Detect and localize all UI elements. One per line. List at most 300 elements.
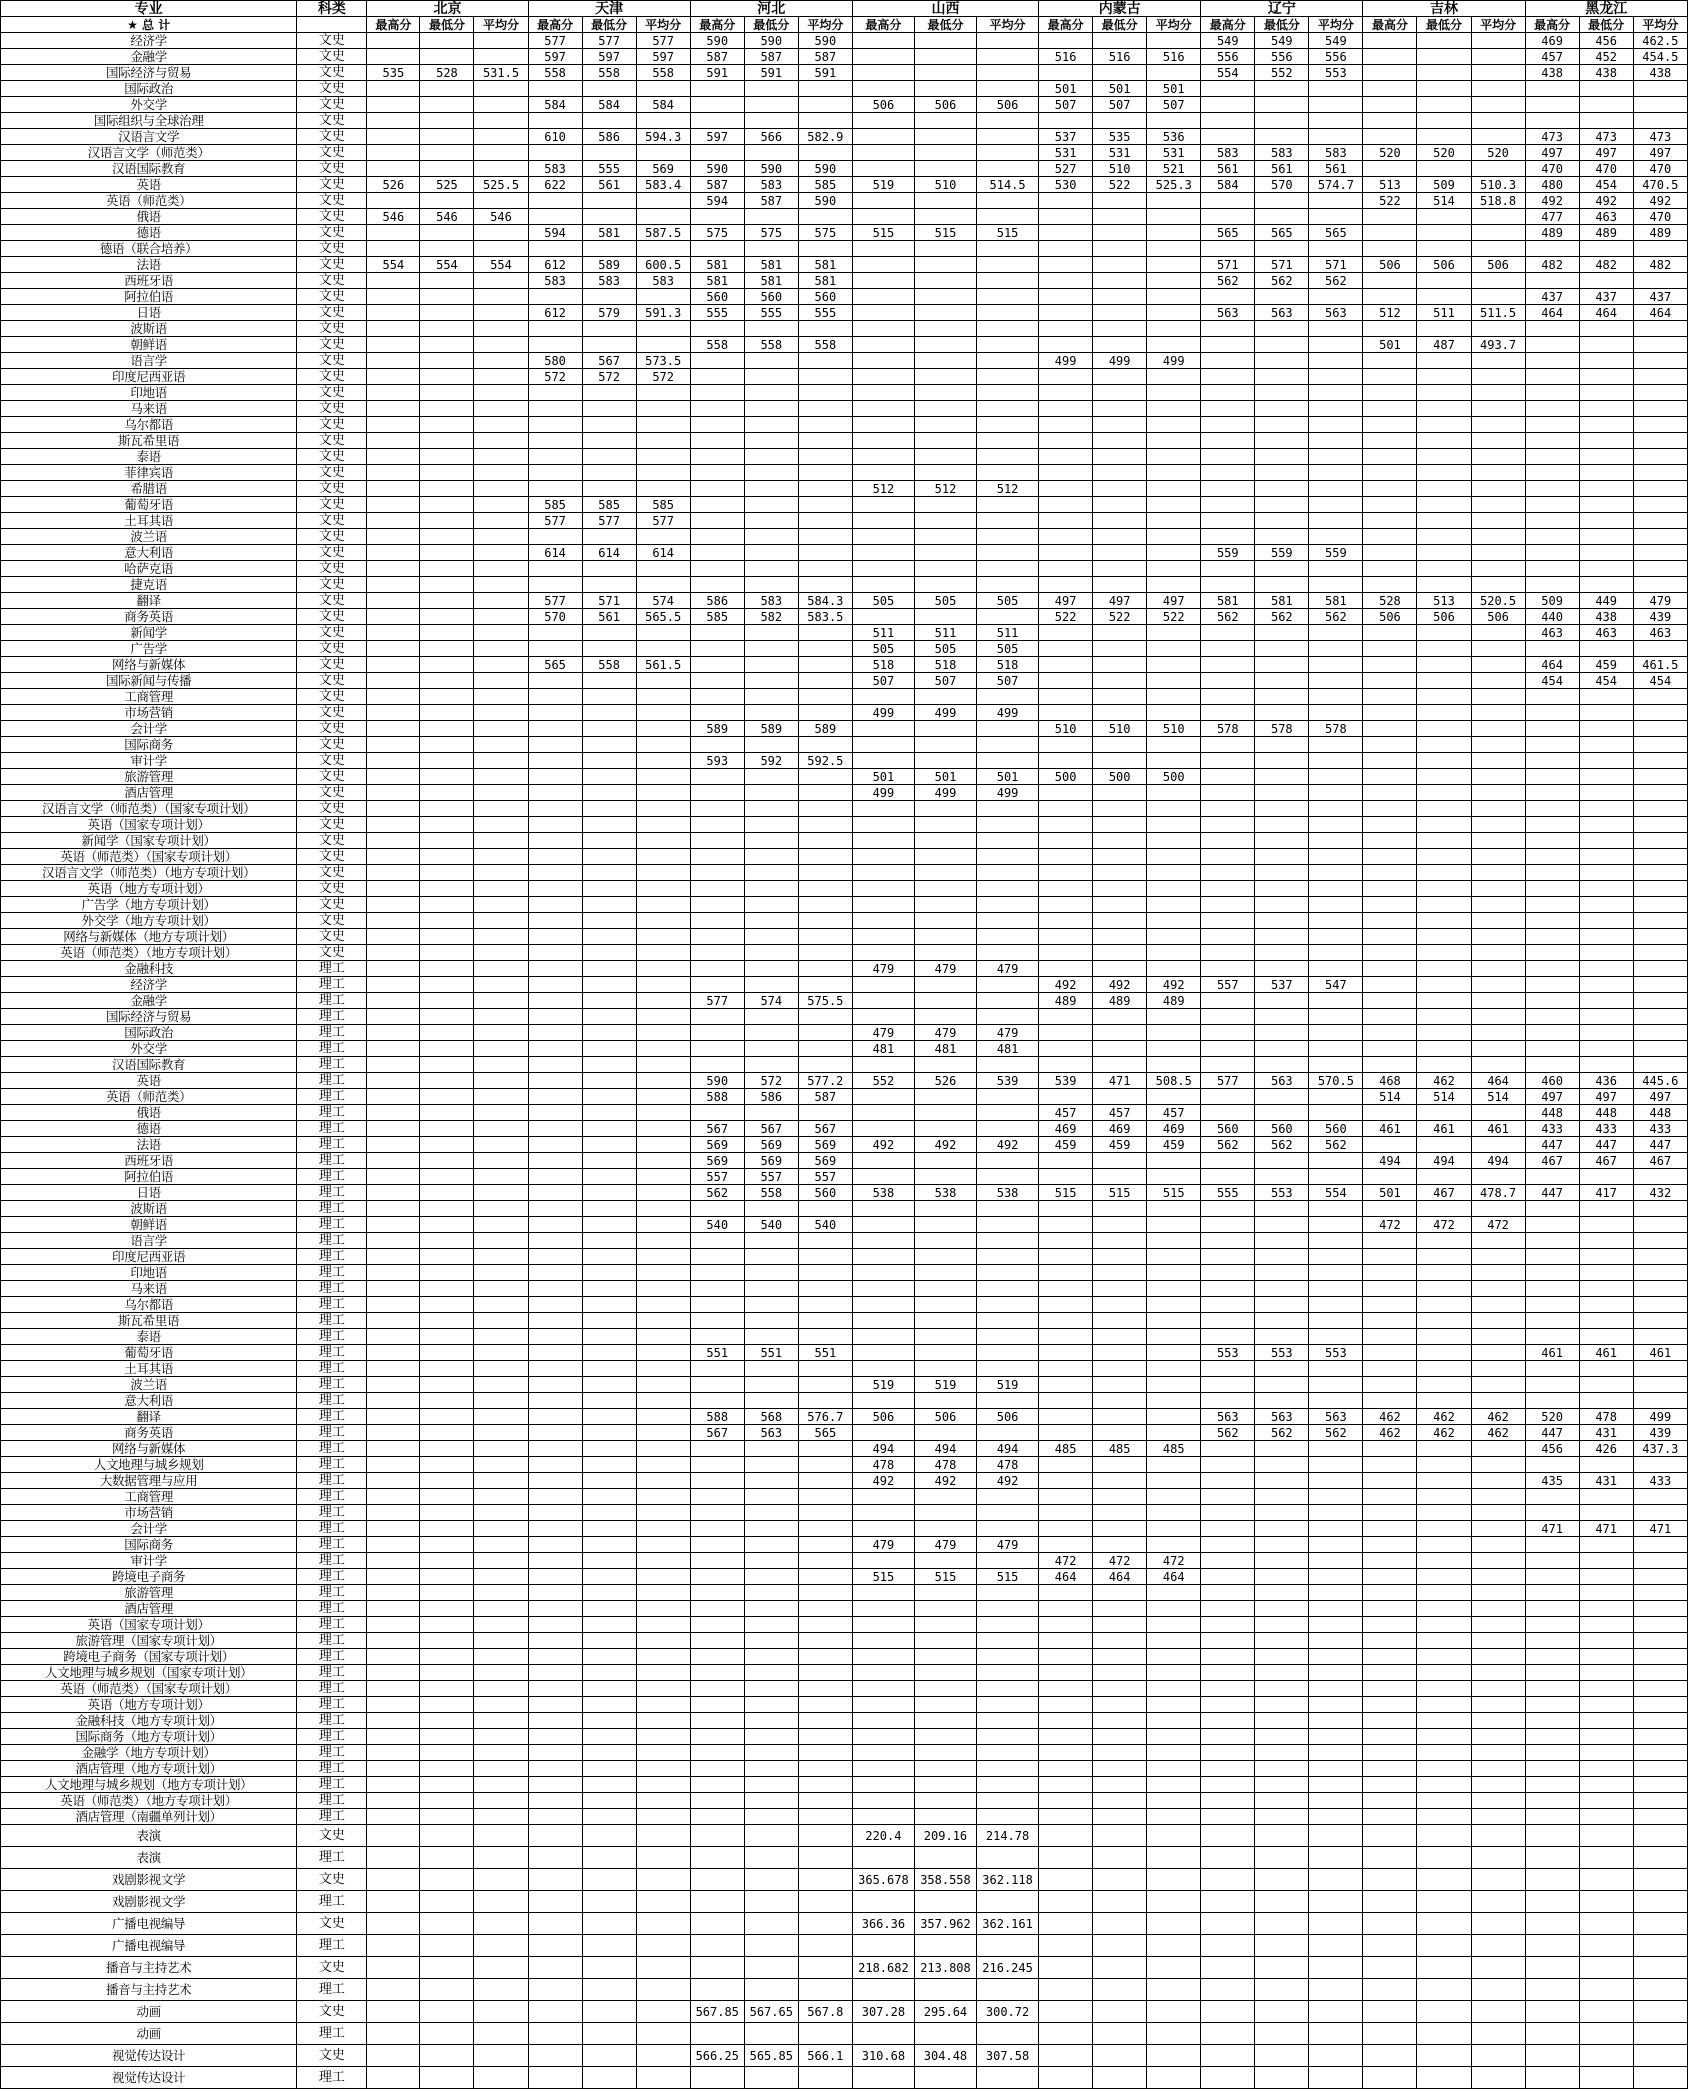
score-cell (852, 49, 914, 65)
score-cell (528, 1361, 582, 1377)
score-cell (367, 1553, 420, 1569)
score-cell (367, 1361, 420, 1377)
score-cell (744, 1057, 798, 1073)
score-cell: 445.6 (1633, 1073, 1687, 1089)
score-cell (852, 385, 914, 401)
score-cell (744, 353, 798, 369)
score-cell (914, 881, 976, 897)
score-cell (1471, 1697, 1525, 1713)
score-cell (1255, 321, 1309, 337)
type-cell: 文史 (297, 481, 367, 497)
table-row (1, 1809, 1688, 1825)
score-cell (1525, 641, 1579, 657)
score-cell (367, 1537, 420, 1553)
score-cell (474, 369, 528, 385)
score-cell (1633, 1489, 1687, 1505)
score-cell (1201, 1537, 1255, 1553)
score-cell (474, 1089, 528, 1105)
score-cell: 448 (1579, 1105, 1633, 1121)
score-cell (1363, 1633, 1417, 1649)
score-cell (914, 689, 976, 705)
score-cell: 597 (582, 49, 636, 65)
type-cell: 文史 (297, 705, 367, 721)
avg-score-header: 平均分 (798, 17, 852, 33)
score-cell (1363, 161, 1417, 177)
score-cell (1417, 65, 1471, 81)
score-cell (1471, 49, 1525, 65)
score-cell (420, 753, 474, 769)
table-row (1, 161, 1688, 177)
score-cell (1309, 1633, 1363, 1649)
score-cell: 485 (1147, 1441, 1201, 1457)
score-cell: 479 (852, 1537, 914, 1553)
score-cell (690, 1553, 744, 1569)
score-cell (1579, 753, 1633, 769)
type-cell: 理工 (297, 1713, 367, 1729)
score-cell: 577.2 (798, 1073, 852, 1089)
score-cell: 555 (1201, 1185, 1255, 1201)
score-cell (1633, 321, 1687, 337)
table-row (1, 1441, 1688, 1457)
score-cell (1417, 417, 1471, 433)
type-cell: 理工 (297, 1585, 367, 1601)
score-cell (1471, 769, 1525, 785)
score-cell (582, 897, 636, 913)
score-cell (474, 225, 528, 241)
score-cell (1309, 1617, 1363, 1633)
score-cell (636, 1281, 690, 1297)
score-cell (852, 1745, 914, 1761)
score-cell (1309, 961, 1363, 977)
score-cell (1471, 385, 1525, 401)
score-cell (1093, 225, 1147, 241)
score-cell (1417, 113, 1471, 129)
score-cell (852, 113, 914, 129)
score-cell (1201, 1935, 1255, 1957)
score-cell (1633, 641, 1687, 657)
score-cell (528, 1681, 582, 1697)
score-cell (1363, 2023, 1417, 2045)
score-cell (1039, 1601, 1093, 1617)
score-cell: 459 (1093, 1137, 1147, 1153)
score-cell (367, 913, 420, 929)
score-cell (420, 2001, 474, 2023)
score-cell (1039, 113, 1093, 129)
major-cell: 乌尔都语 (1, 1297, 297, 1313)
table-row (1, 481, 1688, 497)
score-cell (1255, 1473, 1309, 1489)
score-cell (1363, 321, 1417, 337)
score-cell: 482 (1633, 257, 1687, 273)
score-cell: 492 (914, 1137, 976, 1153)
score-cell (690, 81, 744, 97)
score-cell (852, 945, 914, 961)
score-cell: 558 (528, 65, 582, 81)
score-cell (1147, 849, 1201, 865)
score-cell (1417, 2001, 1471, 2023)
score-cell (1309, 97, 1363, 113)
score-cell (474, 1793, 528, 1809)
score-cell: 494 (1471, 1153, 1525, 1169)
score-cell (1633, 1009, 1687, 1025)
score-cell (977, 545, 1039, 561)
score-cell (367, 1935, 420, 1957)
score-cell (1633, 865, 1687, 881)
score-cell (1201, 417, 1255, 433)
type-cell: 文史 (297, 881, 367, 897)
score-cell (798, 1761, 852, 1777)
score-cell: 535 (1093, 129, 1147, 145)
score-cell: 485 (1093, 1441, 1147, 1457)
type-cell: 文史 (297, 65, 367, 81)
score-cell (1255, 1979, 1309, 2001)
province-header-beijing: 北京 (367, 1, 528, 17)
type-cell: 理工 (297, 1249, 367, 1265)
score-cell (798, 1979, 852, 2001)
score-cell (582, 1935, 636, 1957)
score-cell (798, 673, 852, 689)
score-cell (420, 449, 474, 465)
score-cell (798, 833, 852, 849)
score-cell (914, 81, 976, 97)
score-cell (420, 385, 474, 401)
score-cell: 589 (582, 257, 636, 273)
score-cell (1363, 1201, 1417, 1217)
score-cell (914, 865, 976, 881)
score-cell (1471, 1665, 1525, 1681)
score-cell (744, 81, 798, 97)
score-cell (690, 2023, 744, 2045)
type-cell: 理工 (297, 1681, 367, 1697)
score-cell (420, 433, 474, 449)
score-cell (1633, 1713, 1687, 1729)
score-cell (1039, 241, 1093, 257)
score-cell (690, 625, 744, 641)
score-cell (528, 673, 582, 689)
score-cell (1633, 1745, 1687, 1761)
score-cell: 426 (1579, 1441, 1633, 1457)
score-cell (1363, 881, 1417, 897)
score-cell (420, 353, 474, 369)
score-cell (474, 1425, 528, 1441)
score-cell: 558 (690, 337, 744, 353)
score-cell (474, 945, 528, 961)
type-cell: 文史 (297, 321, 367, 337)
score-cell (914, 737, 976, 753)
type-cell: 文史 (297, 177, 367, 193)
score-cell (1633, 1825, 1687, 1847)
score-cell (1363, 1569, 1417, 1585)
score-cell (474, 1935, 528, 1957)
score-cell (914, 2023, 976, 2045)
score-cell: 481 (852, 1041, 914, 1057)
score-cell (1309, 1153, 1363, 1169)
score-cell (1309, 865, 1363, 881)
major-cell: 金融学 (1, 993, 297, 1009)
score-cell (1633, 401, 1687, 417)
score-cell (1039, 1201, 1093, 1217)
score-cell (582, 561, 636, 577)
score-cell (636, 689, 690, 705)
score-cell (852, 1601, 914, 1617)
score-cell (1417, 1793, 1471, 1809)
score-cell: 559 (1309, 545, 1363, 561)
score-cell (367, 833, 420, 849)
score-cell: 565.85 (744, 2045, 798, 2067)
score-cell (1201, 705, 1255, 721)
score-cell (914, 929, 976, 945)
score-cell (852, 993, 914, 1009)
score-cell (367, 49, 420, 65)
major-cell: 阿拉伯语 (1, 289, 297, 305)
score-cell (1363, 1847, 1417, 1869)
score-cell (744, 1553, 798, 1569)
score-cell: 463 (1633, 625, 1687, 641)
table-row (1, 1137, 1688, 1153)
score-cell (1579, 1777, 1633, 1793)
score-cell: 471 (1633, 1521, 1687, 1537)
score-cell (1525, 369, 1579, 385)
score-cell (1093, 401, 1147, 417)
score-cell: 501 (1363, 1185, 1417, 1201)
score-cell (367, 1041, 420, 1057)
score-cell (367, 1793, 420, 1809)
major-cell: 波兰语 (1, 1377, 297, 1393)
score-cell (1147, 1891, 1201, 1913)
score-cell (1201, 561, 1255, 577)
score-cell (1147, 1521, 1201, 1537)
score-cell (636, 529, 690, 545)
score-cell (636, 1057, 690, 1073)
score-cell (636, 577, 690, 593)
score-cell (1201, 833, 1255, 849)
score-cell (744, 1041, 798, 1057)
score-cell: 590 (744, 33, 798, 49)
table-row (1, 1089, 1688, 1105)
score-cell: 585 (798, 177, 852, 193)
score-cell (1633, 817, 1687, 833)
score-cell (1147, 481, 1201, 497)
score-cell: 506 (1417, 609, 1471, 625)
score-cell (1201, 1265, 1255, 1281)
score-cell (1093, 1217, 1147, 1233)
score-cell (1525, 321, 1579, 337)
score-cell (1471, 801, 1525, 817)
major-cell: 人文地理与城乡规划（国家专项计划） (1, 1665, 297, 1681)
score-cell (582, 1137, 636, 1153)
score-cell (1525, 1313, 1579, 1329)
score-cell (1579, 1553, 1633, 1569)
score-cell (1039, 1361, 1093, 1377)
score-cell (1363, 1649, 1417, 1665)
score-cell (1417, 1649, 1471, 1665)
score-cell (977, 401, 1039, 417)
type-cell: 理工 (297, 1935, 367, 1957)
score-cell (977, 113, 1039, 129)
score-cell (1363, 545, 1417, 561)
score-cell (420, 2023, 474, 2045)
score-cell (1471, 1233, 1525, 1249)
score-cell: 437.3 (1633, 1441, 1687, 1457)
score-cell (690, 1935, 744, 1957)
score-cell (1039, 913, 1093, 929)
score-cell (1417, 2045, 1471, 2067)
score-cell (690, 1249, 744, 1265)
score-cell (582, 1891, 636, 1913)
type-cell: 理工 (297, 1847, 367, 1869)
score-cell: 461 (1471, 1121, 1525, 1137)
score-cell (1525, 1217, 1579, 1233)
score-cell (528, 193, 582, 209)
score-cell (1579, 1025, 1633, 1041)
score-cell: 531.5 (474, 65, 528, 81)
score-cell: 462 (1471, 1425, 1525, 1441)
score-cell (1147, 897, 1201, 913)
score-cell (636, 1891, 690, 1913)
score-cell (1093, 1265, 1147, 1281)
score-cell (744, 369, 798, 385)
score-cell (528, 993, 582, 1009)
score-cell (1255, 513, 1309, 529)
score-cell: 463 (1579, 625, 1633, 641)
score-cell (474, 481, 528, 497)
score-cell (914, 1745, 976, 1761)
score-cell: 469 (1525, 33, 1579, 49)
score-cell: 479 (1633, 593, 1687, 609)
score-cell: 489 (1525, 225, 1579, 241)
score-cell (1525, 401, 1579, 417)
score-cell (1201, 433, 1255, 449)
score-cell (420, 369, 474, 385)
score-cell (914, 257, 976, 273)
score-cell (977, 1105, 1039, 1121)
score-cell (852, 545, 914, 561)
score-cell (420, 513, 474, 529)
score-cell (636, 1601, 690, 1617)
score-cell: 555 (582, 161, 636, 177)
score-cell (1417, 737, 1471, 753)
score-cell: 583.4 (636, 177, 690, 193)
major-cell: 希腊语 (1, 481, 297, 497)
score-cell (1255, 1601, 1309, 1617)
score-cell (1579, 1489, 1633, 1505)
score-cell (582, 929, 636, 945)
score-cell (1363, 1265, 1417, 1281)
score-cell: 358.558 (914, 1869, 976, 1891)
major-cell: 旅游管理 (1, 1585, 297, 1601)
score-cell (1147, 625, 1201, 641)
score-cell (1147, 1297, 1201, 1313)
score-cell (1417, 129, 1471, 145)
score-cell (1363, 833, 1417, 849)
score-cell (1039, 753, 1093, 769)
score-cell (690, 673, 744, 689)
score-cell (474, 1345, 528, 1361)
score-cell (528, 1121, 582, 1137)
score-cell (1309, 129, 1363, 145)
score-cell (1255, 209, 1309, 225)
score-cell (977, 881, 1039, 897)
score-cell (1525, 865, 1579, 881)
score-cell (1471, 65, 1525, 81)
score-cell (690, 97, 744, 113)
score-cell (690, 881, 744, 897)
score-cell (1579, 1891, 1633, 1913)
score-cell (977, 1233, 1039, 1249)
score-cell: 578 (1201, 721, 1255, 737)
score-cell (528, 849, 582, 865)
score-cell (1201, 577, 1255, 593)
score-cell (1633, 897, 1687, 913)
score-cell (1471, 753, 1525, 769)
score-cell (1255, 769, 1309, 785)
score-cell (474, 385, 528, 401)
score-cell (1201, 1505, 1255, 1521)
score-cell: 577 (636, 513, 690, 529)
score-cell: 581 (1309, 593, 1363, 609)
score-cell (582, 321, 636, 337)
score-cell (977, 353, 1039, 369)
score-cell (1579, 577, 1633, 593)
score-cell (636, 1585, 690, 1601)
score-cell (528, 689, 582, 705)
score-cell (1039, 641, 1093, 657)
score-cell (636, 1361, 690, 1377)
type-cell: 理工 (297, 1105, 367, 1121)
score-cell (1201, 321, 1255, 337)
score-cell (744, 1847, 798, 1869)
score-cell: 522 (1093, 177, 1147, 193)
score-cell (1147, 785, 1201, 801)
score-cell (1093, 65, 1147, 81)
type-cell: 理工 (297, 1377, 367, 1393)
score-cell (1093, 1057, 1147, 1073)
score-cell (1309, 1361, 1363, 1377)
score-cell: 515 (852, 225, 914, 241)
major-cell: 英语（国家专项计划） (1, 817, 297, 833)
score-cell (1147, 1329, 1201, 1345)
score-cell (528, 1041, 582, 1057)
score-cell (798, 1537, 852, 1553)
type-cell: 理工 (297, 1809, 367, 1825)
table-row (1, 1729, 1688, 1745)
score-cell (690, 929, 744, 945)
score-cell: 574 (636, 593, 690, 609)
score-cell (852, 273, 914, 289)
score-cell (528, 1009, 582, 1025)
major-cell: 国际政治 (1, 81, 297, 97)
score-cell (528, 1869, 582, 1891)
score-cell (367, 1521, 420, 1537)
score-cell (1525, 337, 1579, 353)
score-cell: 471 (1525, 1521, 1579, 1537)
score-cell (1471, 1809, 1525, 1825)
score-cell (744, 1489, 798, 1505)
score-cell (1147, 657, 1201, 673)
score-cell (1525, 1713, 1579, 1729)
score-cell (1633, 1265, 1687, 1281)
score-cell: 562 (1309, 1425, 1363, 1441)
score-cell: 587 (690, 177, 744, 193)
score-cell (1633, 753, 1687, 769)
score-cell (690, 1105, 744, 1121)
score-cell (420, 1761, 474, 1777)
score-cell (1633, 801, 1687, 817)
score-cell (1201, 1633, 1255, 1649)
score-cell (852, 737, 914, 753)
score-cell (1201, 1847, 1255, 1869)
score-cell (914, 337, 976, 353)
